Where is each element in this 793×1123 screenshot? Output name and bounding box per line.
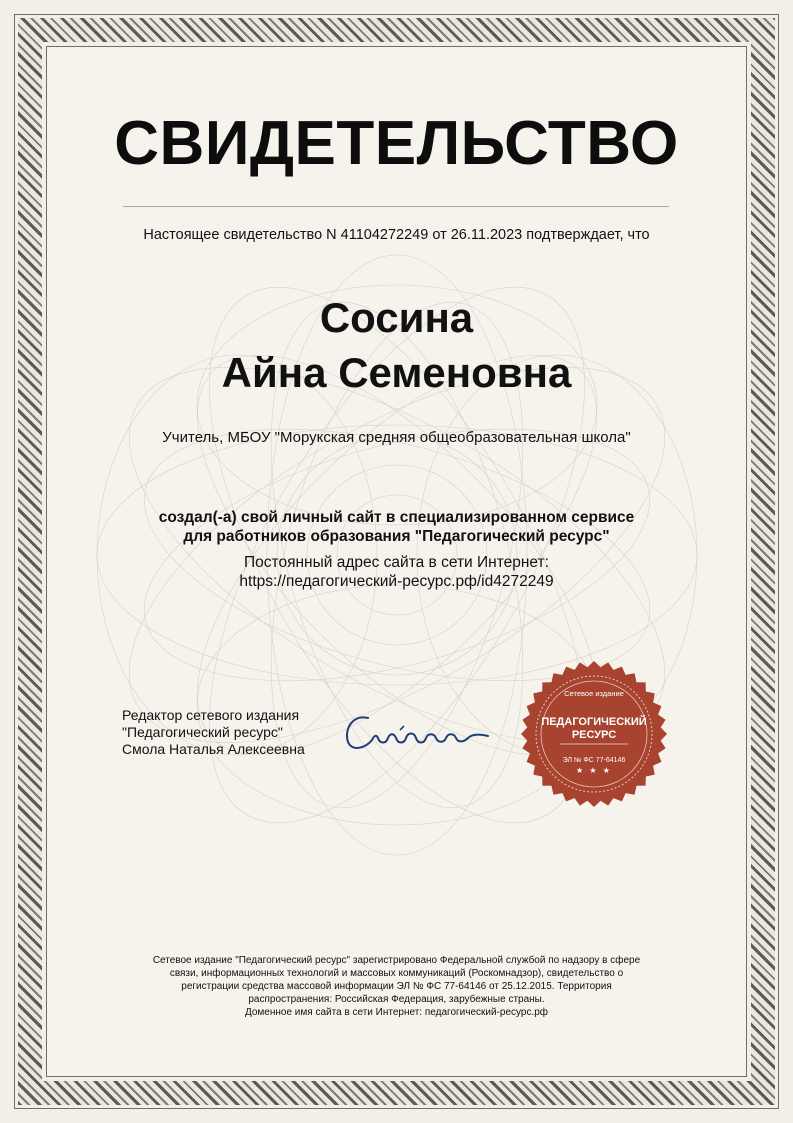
- seal-stars: ★ ★ ★: [576, 766, 612, 775]
- footer-line-3: регистрации средства массовой информации ЭЛ № ФС 77-64146 от 25.12.2015. Территория: [181, 981, 612, 992]
- site-address-url: https://педагогический-ресурс.рф/id4272249: [239, 573, 554, 590]
- site-address-label: Постоянный адрес сайта в сети Интернет:: [244, 554, 549, 571]
- editor-block: [122, 707, 305, 758]
- editor-signature: [340, 700, 495, 760]
- footer-line-5: Доменное имя сайта в сети Интернет: педагогический-ресурс.рф: [244, 1007, 549, 1018]
- registration-footer: [110, 954, 683, 1019]
- recipient-surname: Сосина: [319, 294, 474, 341]
- footer-line-1: Сетевое издание "Педагогический ресурс" зарегистрировано Федеральной службой по надзору в сфере: [152, 955, 641, 966]
- recipient-position: Учитель, МБОУ "Морукская средняя общеобразовательная школа": [162, 429, 631, 446]
- seal-main-line-2: РЕСУРС: [571, 729, 617, 741]
- recipient-given-names: Айна Семеновна: [221, 349, 572, 396]
- editor-line-2: "Педагогический ресурс": [122, 724, 283, 740]
- action-line-1: создал(-а) свой личный сайт в специализированном сервисе: [158, 509, 635, 526]
- seal-registration: ЭЛ № ФС 77-64146: [562, 757, 626, 764]
- footer-line-2: связи, информационных технологий и массовых коммуникаций (Роскомнадзор), свидетельство о: [169, 968, 624, 979]
- footer-line-4: распространения: Российская Федерация, зарубежные страны.: [248, 994, 545, 1005]
- editor-name: Смола Наталья Алексеевна: [122, 741, 305, 757]
- action-line-2: для работников образования "Педагогический ресурс": [183, 528, 610, 545]
- certificate-intro: Настоящее свидетельство N 41104272249 от 26.11.2023 подтверждает, что: [143, 227, 650, 243]
- seal-top-label: Сетевое издание: [564, 689, 624, 698]
- seal-main-label: [520, 716, 668, 742]
- seal-main-line-1: ПЕДАГОГИЧЕСКИЙ: [541, 716, 647, 728]
- certificate-title: СВИДЕТЕЛЬСТВО: [114, 109, 679, 178]
- site-address-block: [0, 553, 793, 591]
- certificate-action: [0, 508, 793, 546]
- editor-line-1: Редактор сетевого издания: [122, 707, 300, 723]
- publisher-seal: [520, 660, 668, 808]
- title-divider: [123, 206, 669, 207]
